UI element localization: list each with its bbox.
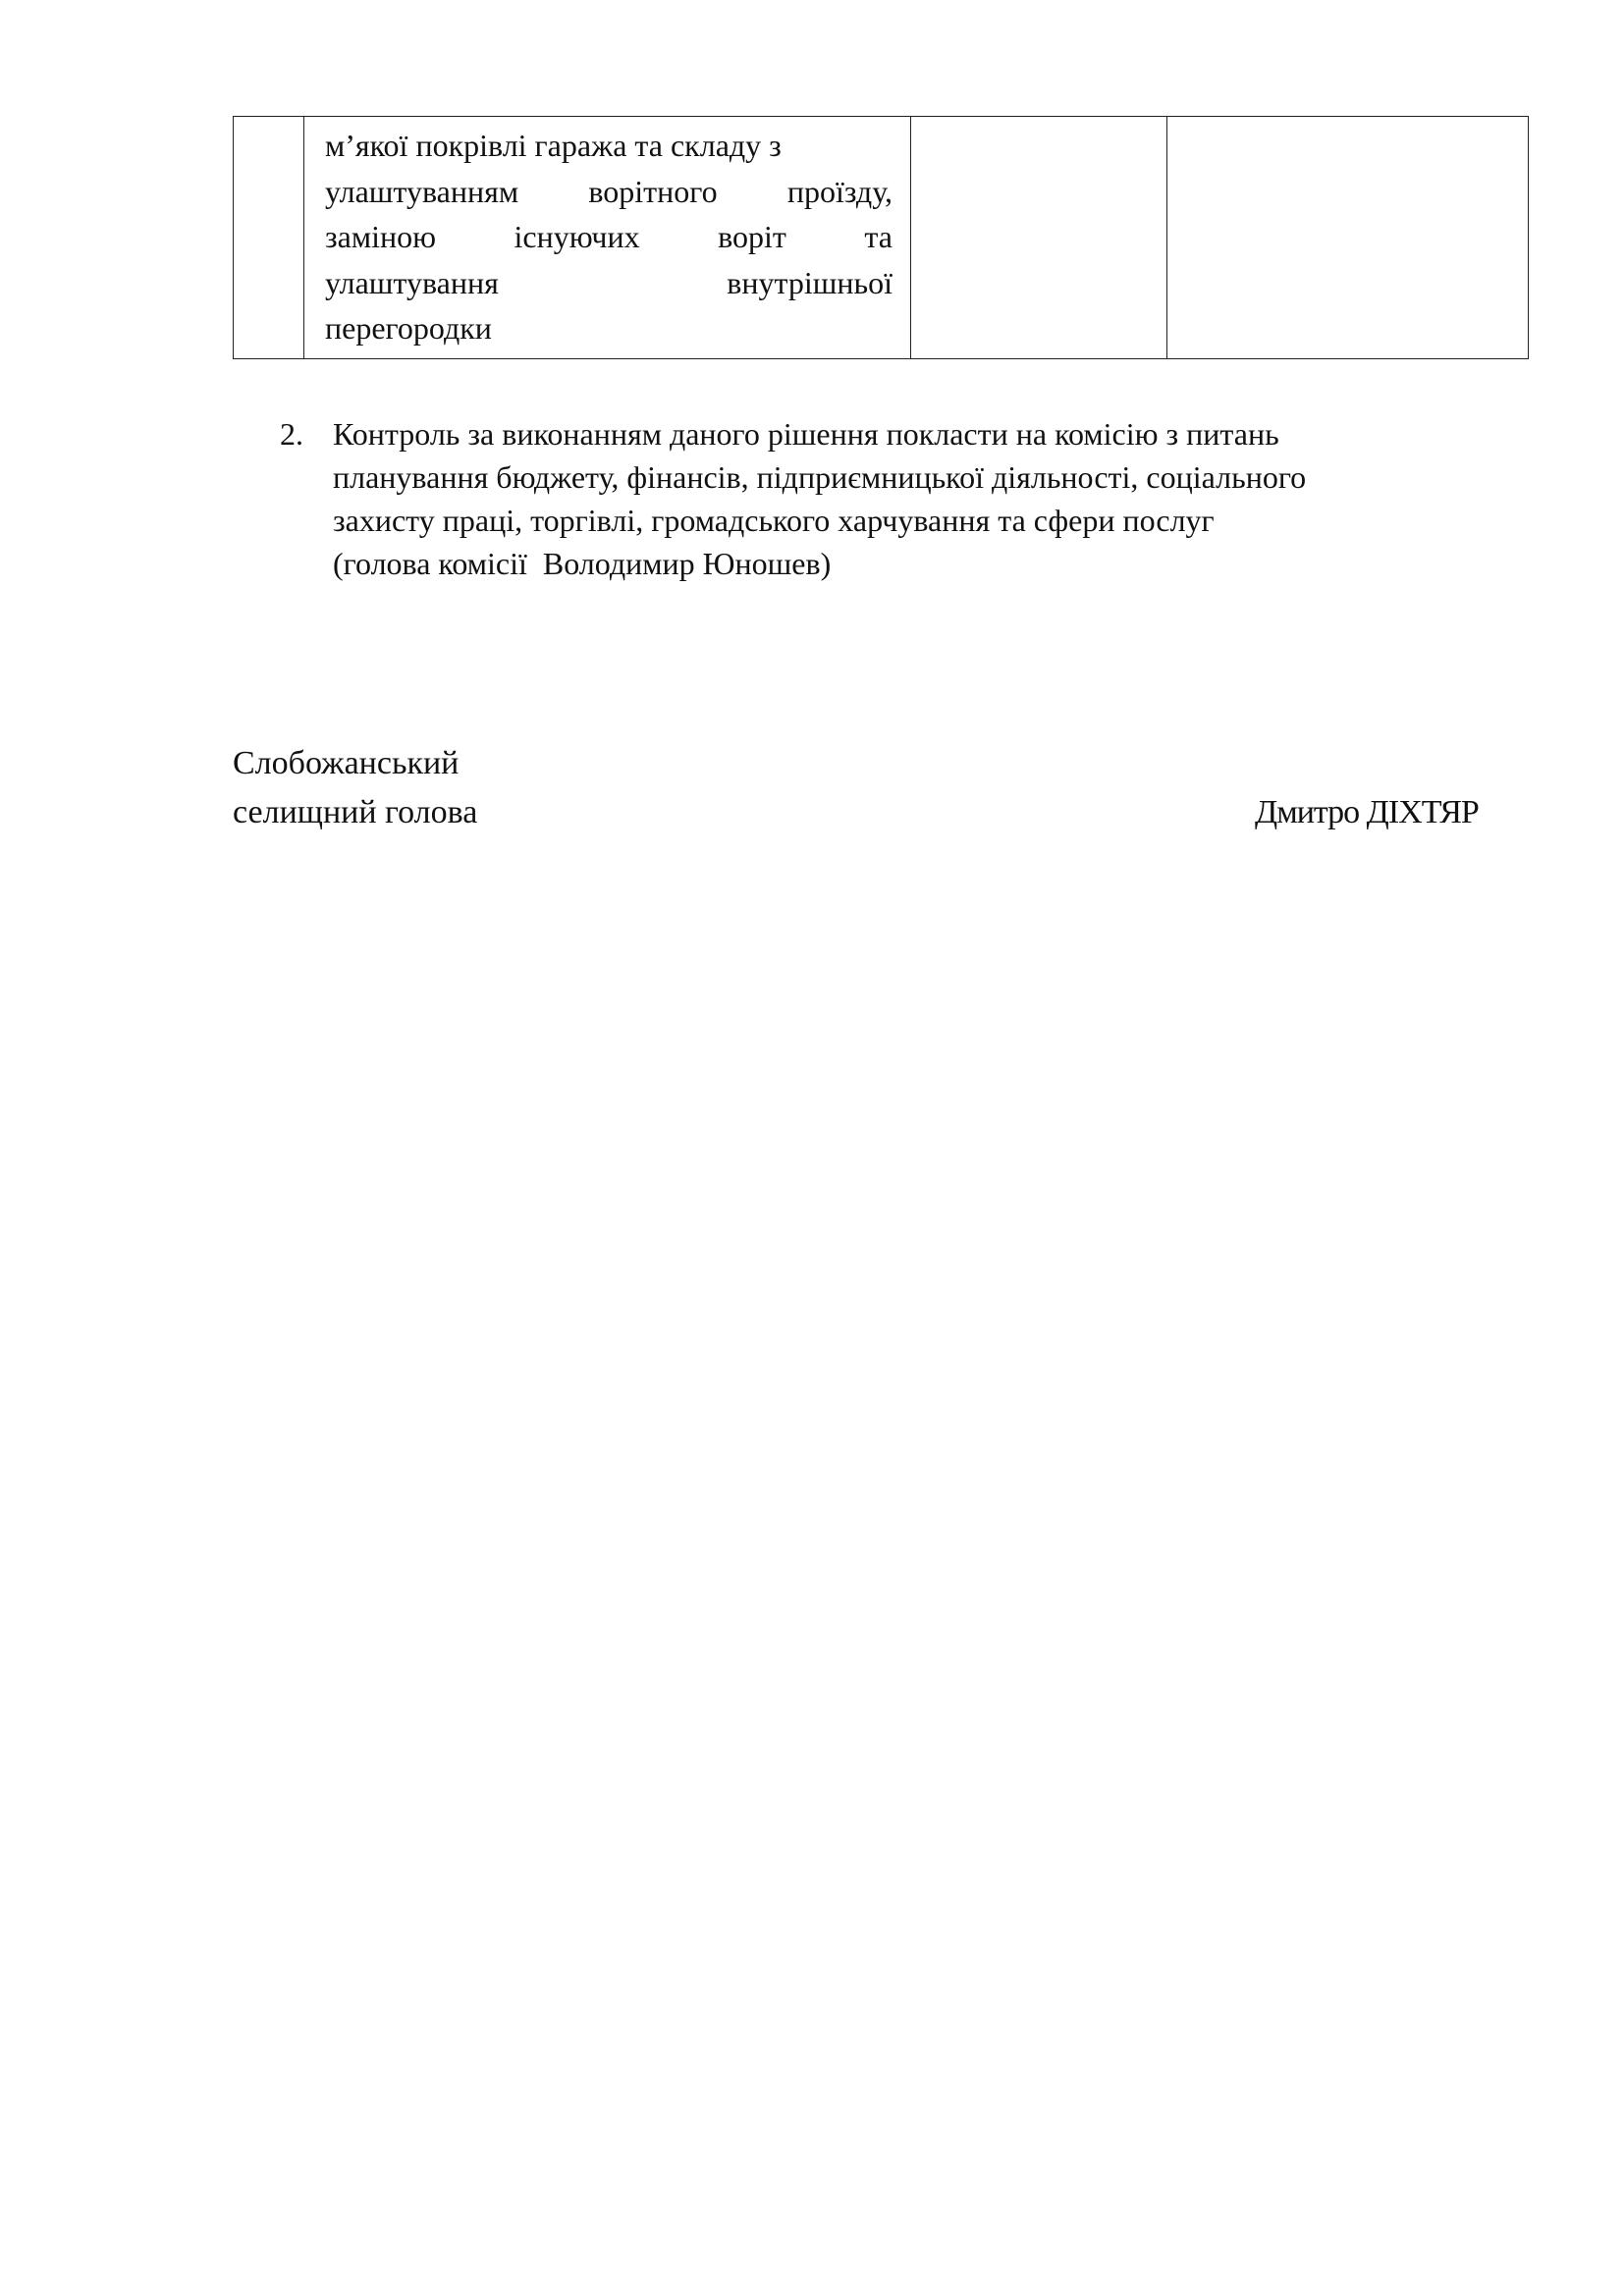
text-fragment: та bbox=[864, 219, 893, 254]
table-cell-number bbox=[234, 117, 304, 359]
text-fragment: торгівлі, bbox=[530, 503, 644, 538]
text-fragment: існуючих bbox=[514, 219, 640, 254]
text-fragment: внутрішньої bbox=[727, 264, 893, 300]
text-fragment: Контроль bbox=[333, 416, 460, 452]
text-fragment: улаштування bbox=[325, 264, 499, 300]
text-fragment: улаштуванням bbox=[325, 173, 519, 209]
paragraph-number: 2. bbox=[280, 416, 303, 452]
text-fragment: м’якої покрівлі гаража та складу з bbox=[325, 128, 782, 163]
text-fragment: покласти bbox=[886, 416, 1008, 452]
text-fragment: ворітного bbox=[588, 173, 718, 209]
signatory-title-line-2: селищний голова bbox=[233, 794, 478, 830]
text-fragment: заміною bbox=[325, 219, 437, 254]
text-fragment: перегородки bbox=[325, 310, 492, 346]
text-fragment: соціального bbox=[1146, 459, 1307, 495]
paragraph-line-3 bbox=[333, 499, 1529, 542]
text-fragment: праці, bbox=[442, 503, 523, 538]
work-name-line-3 bbox=[325, 214, 893, 260]
text-fragment: планування bbox=[333, 459, 489, 495]
work-name-line-2 bbox=[325, 169, 893, 215]
text-fragment: за bbox=[467, 416, 495, 452]
text-fragment: виконанням bbox=[502, 416, 662, 452]
text-fragment: послуг bbox=[1122, 503, 1215, 538]
works-table-fragment bbox=[233, 116, 1529, 359]
text-fragment: даного bbox=[669, 416, 760, 452]
text-fragment: фінансів, bbox=[626, 459, 749, 495]
text-fragment: питань bbox=[1186, 416, 1279, 452]
paragraph-text bbox=[333, 412, 1529, 585]
text-fragment: рішення bbox=[767, 416, 879, 452]
text-fragment: воріт bbox=[718, 219, 786, 254]
text-fragment: бюджету, bbox=[496, 459, 620, 495]
table-cell-work-name bbox=[304, 117, 911, 359]
table-cell-empty bbox=[911, 117, 1167, 359]
text-fragment: на bbox=[1015, 416, 1048, 452]
text-fragment: захисту bbox=[333, 503, 435, 538]
text-fragment: громадського bbox=[651, 503, 831, 538]
text-fragment: з bbox=[1165, 416, 1179, 452]
text-fragment: (голова комісії Володимир Юношев) bbox=[333, 546, 832, 581]
text-fragment: діяльності, bbox=[991, 459, 1139, 495]
text-fragment: підприємницької bbox=[756, 459, 984, 495]
paragraph-line-1 bbox=[333, 412, 1529, 455]
paragraph-line-2 bbox=[333, 455, 1529, 499]
text-fragment: комісію bbox=[1055, 416, 1159, 452]
signatory-name: Дмитро ДІХТЯР bbox=[1255, 794, 1479, 830]
table-row bbox=[234, 117, 1529, 359]
paragraph-line-4 bbox=[333, 542, 1529, 585]
text-fragment: сфери bbox=[1033, 503, 1115, 538]
text-fragment: проїзду, bbox=[786, 173, 893, 209]
work-name-line-1 bbox=[325, 123, 893, 169]
text-fragment: та bbox=[998, 503, 1026, 538]
table-cell-empty bbox=[1167, 117, 1529, 359]
signatory-title-line-1: Слобожанський bbox=[233, 745, 460, 781]
work-name-line-5 bbox=[325, 305, 893, 351]
text-fragment: харчування bbox=[838, 503, 991, 538]
work-name-line-4 bbox=[325, 260, 893, 306]
